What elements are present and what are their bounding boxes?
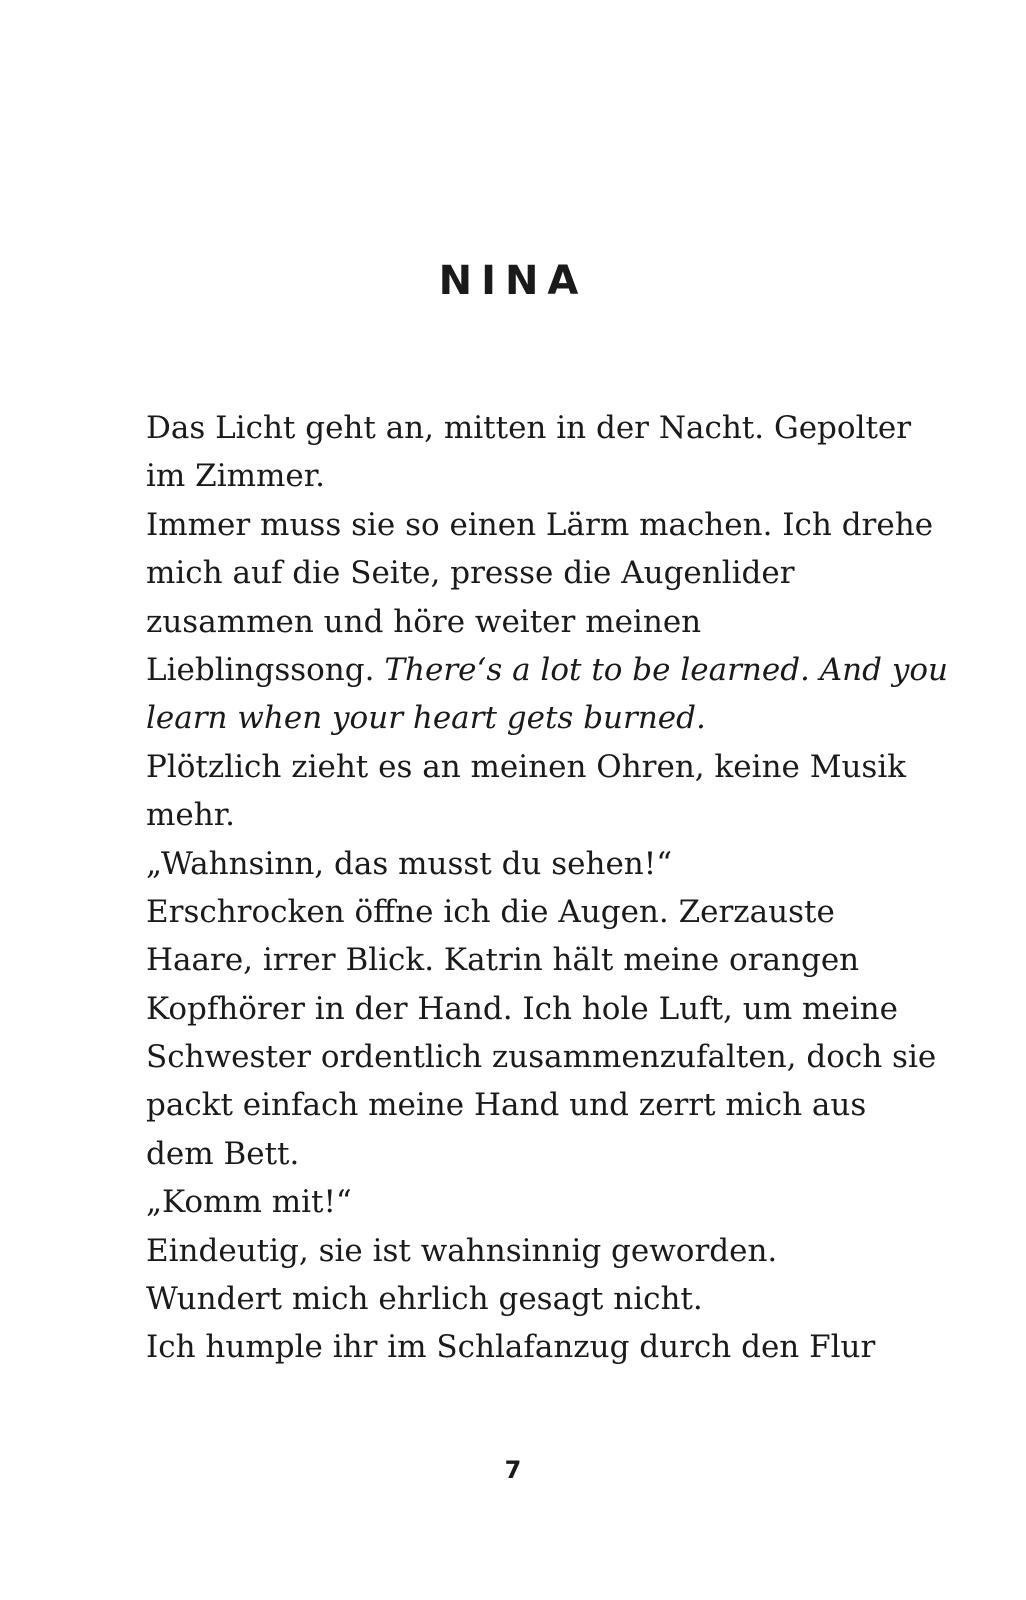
text-line: Erschrocken öffne ich die Augen. Zerzauste: [146, 893, 835, 930]
text-line: im Zimmer.: [146, 458, 326, 495]
song-lyric-italic: There‘s a lot to be learned. And you: [384, 651, 948, 688]
text-line: Ich humple ihr im Schlafanzug durch den Flur: [146, 1329, 876, 1366]
text-segment: Lieblingssong.: [146, 651, 385, 688]
text-line: Kopfhörer in der Hand. Ich hole Luft, um meine: [146, 990, 898, 1027]
text-line: Immer muss sie so einen Lärm machen. Ich drehe: [146, 506, 934, 543]
text-line: Wundert mich ehrlich gesagt nicht.: [146, 1281, 703, 1318]
text-line: mehr.: [146, 797, 235, 834]
body-text: [146, 404, 948, 1372]
text-line: „Komm mit!“: [146, 1184, 352, 1221]
text-line: Plötzlich zieht es an meinen Ohren, keine Musik: [146, 748, 907, 785]
text-line: zusammen und höre weiter meinen: [146, 603, 702, 640]
text-line: „Wahnsinn, das musst du sehen!“: [146, 845, 673, 882]
text-line: dem Bett.: [146, 1135, 300, 1172]
chapter-title: NINA: [438, 258, 588, 304]
text-line: mich auf die Seite, presse die Augenlider: [146, 555, 795, 592]
song-lyric-italic: learn when your heart gets burned.: [146, 700, 706, 737]
text-line: Schwester ordentlich zusammenzufalten, doch sie: [146, 1039, 937, 1076]
text-line: Haare, irrer Blick. Katrin hält meine orangen: [146, 942, 860, 979]
text-line: Eindeutig, sie ist wahnsinnig geworden.: [146, 1232, 778, 1269]
text-line: packt einfach meine Hand und zerrt mich aus: [146, 1087, 867, 1124]
page-number: 7: [504, 1456, 522, 1484]
text-line: Das Licht geht an, mitten in der Nacht. Gepolter: [146, 410, 912, 446]
text-line: [146, 646, 948, 694]
